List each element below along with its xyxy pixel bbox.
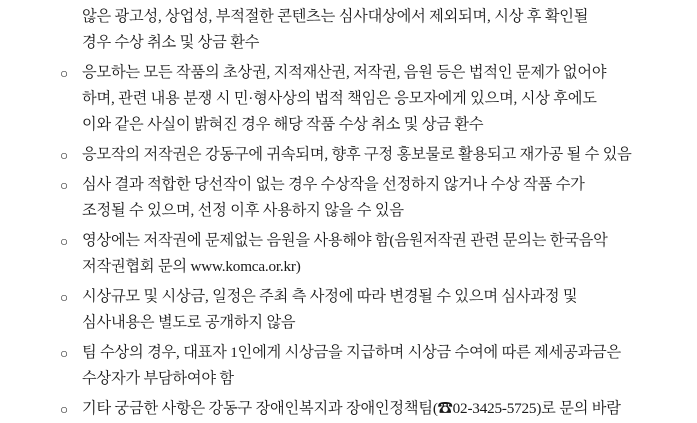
list-item: [60, 340, 675, 392]
list-item-text: 심사내용은 별도로 공개하지 않음: [82, 314, 296, 331]
list-item-text: 시상규모 및 시상금, 일정은 주최 측 사정에 따라 변경될 수 있으며 심사과정 및: [82, 288, 578, 305]
list-item-text: 하며, 관련 내용 분쟁 시 민·형사상의 법적 책임은 응모자에게 있으며, 시상 후에도: [82, 90, 597, 107]
list-item-text: 이와 같은 사실이 밝혀진 경우 해당 작품 수상 취소 및 상금 환수: [82, 116, 484, 133]
list-item-text: 응모하는 모든 작품의 초상권, 지적재산권, 저작권, 음원 등은 법적인 문제가 없어야: [82, 64, 607, 81]
list-item-text: 심사 결과 적합한 당선작이 없는 경우 수상작을 선정하지 않거나 수상 작품 수가: [82, 176, 585, 193]
list-item-text: 수상자가 부담하여야 함: [82, 370, 234, 387]
bullet-circle-icon: ○: [60, 290, 69, 305]
bullet-circle-icon: ○: [60, 148, 69, 163]
list-item-text: 조정될 수 있으며, 선정 이후 사용하지 않을 수 있음: [82, 202, 404, 219]
bullet-circle-icon: ○: [60, 66, 69, 81]
bullet-circle-icon: ○: [60, 402, 69, 417]
list-item-text: 응모작의 저작권은 강동구에 귀속되며, 향후 구정 홍보물로 활용되고 재가공 될 수 있음: [82, 146, 632, 163]
list-item-text: 않은 광고성, 상업성, 부적절한 콘텐츠는 심사대상에서 제외되며, 시상 후 확인될: [82, 8, 589, 25]
list-item: [60, 172, 675, 224]
list-item-text: 저작권협회 문의 www.komca.or.kr): [82, 258, 301, 275]
list-item: [60, 284, 675, 336]
list-item-text: 영상에는 저작권에 문제없는 음원을 사용해야 함(음원저작권 관련 문의는 한국음악: [82, 232, 608, 249]
list-item: [60, 396, 675, 422]
list-item: [60, 4, 675, 56]
bullet-circle-icon: ○: [60, 346, 69, 361]
list-item-text: 기타 궁금한 사항은 강동구 장애인복지과 장애인정책팀(☎02-3425-5725)로 문의 바람: [82, 400, 621, 417]
list-item: [60, 60, 675, 138]
guidelines-list: [60, 4, 675, 422]
bullet-circle-icon: ○: [60, 178, 69, 193]
list-item-text: 경우 수상 취소 및 상금 환수: [82, 34, 260, 51]
list-item: [60, 142, 675, 168]
list-item-text: 팀 수상의 경우, 대표자 1인에게 시상금을 지급하며 시상금 수여에 따른 제세공과금은: [82, 344, 621, 361]
list-item: [60, 228, 675, 280]
bullet-circle-icon: ○: [60, 234, 69, 249]
